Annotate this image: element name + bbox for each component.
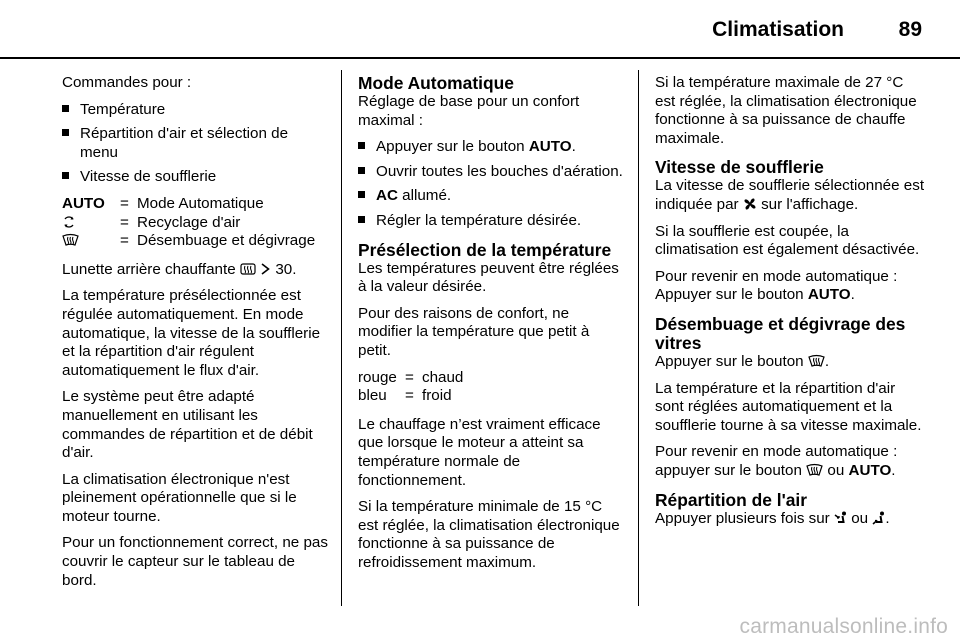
paragraph: Le chauffage n’est vraiment efficace que lorsque le moteur a atteint sa température normale de fonctionnement. [358, 415, 601, 489]
air-distribution-lower-icon [872, 511, 885, 525]
paragraph: Pour des raisons de confort, ne modifier la température que petit à petit. [358, 304, 590, 359]
paragraph: Réglage de base pour un confort maximal : [358, 93, 580, 129]
list-item: Répartition d'air et sélection de menu [62, 125, 328, 162]
watermark: carmanualsonline.info [739, 615, 948, 638]
section-heading: Vitesse de soufflerie [655, 157, 824, 178]
paragraph: Appuyer plusieurs fois sur ou . [655, 509, 890, 527]
legend-desc: Mode Automatique [137, 194, 264, 212]
paragraph: La climatisation électronique n'est pleinement opérationnelle que si le moteur tourne. [62, 470, 297, 525]
column-divider-1 [341, 70, 342, 606]
rear-window-heat-icon [240, 262, 256, 276]
controls-intro: Commandes pour : [62, 74, 192, 91]
list-item: Régler la température désirée. [358, 212, 624, 231]
section-heading: Présélection de la température [358, 239, 612, 260]
paragraph: La température et la répartition d'air sont réglées automatiquement et la soufflerie tourne à sa vitesse maximale. [655, 379, 922, 434]
legend-desc: Désembuage et dégivrage [137, 232, 316, 250]
air-distribution-upper-icon [834, 511, 847, 525]
controls-list [62, 101, 328, 187]
paragraph: Si la température maximale de 27 °C est réglée, la climatisation électronique fonctionne à sa puissance de chauffe maximale. [655, 74, 917, 147]
paragraph: La vitesse de soufflerie sélectionnée est indiquée par sur l'affichage. [655, 177, 925, 213]
list-item: AC allumé. [358, 187, 624, 206]
page-header [0, 0, 960, 62]
paragraph: Appuyer sur le bouton . [655, 352, 830, 370]
list-item: Ouvrir toutes les bouches d'aération. [358, 163, 624, 182]
list-item: Température [62, 101, 328, 120]
bullet-icon [358, 142, 365, 149]
temperature-legend [358, 369, 463, 406]
section-heading: Mode Automatique [358, 73, 514, 93]
page-reference-icon [260, 262, 271, 276]
column-3 [655, 74, 925, 536]
paragraph: Les températures peuvent être réglées à la valeur désirée. [358, 259, 619, 296]
rear-window-line: Lunette arrière chauffante 30. [62, 260, 297, 278]
bullet-icon [358, 167, 365, 174]
windscreen-defrost-icon [806, 463, 823, 477]
paragraph: Si la soufflerie est coupée, la climatisation est également désactivée. [655, 222, 920, 259]
windscreen-defrost-icon [808, 354, 825, 368]
paragraph: Pour revenir en mode automatique : appuyer sur le bouton ou AUTO. [655, 443, 898, 479]
legend-row: = Recyclage d'air [62, 214, 315, 233]
page-title: Climatisation [712, 18, 844, 41]
bullet-icon [358, 191, 365, 198]
paragraph: Le système peut être adapté manuellement en utilisant les commandes de répartition et de débit d'air. [62, 388, 313, 462]
list-item: Vitesse de soufflerie [62, 168, 328, 187]
bullet-icon [62, 105, 69, 112]
auto-mode-list [358, 138, 624, 230]
legend-row: AUTO = Mode Automatique [62, 195, 315, 214]
page-reference: 30. [275, 260, 297, 278]
fan-icon [743, 197, 757, 211]
paragraph: Si la température minimale de 15 °C est réglée, la climatisation électronique fonctionne à sa puissance de refroidissement maximum. [358, 498, 620, 571]
column-1 [62, 74, 328, 598]
section-heading: Désembuage et dégivrage des vitres [655, 313, 906, 353]
legend-row: rouge = chaud [358, 368, 464, 386]
header-rule [0, 57, 960, 59]
bullet-icon [358, 216, 365, 223]
windscreen-defrost-icon [62, 233, 79, 247]
paragraph: La température présélectionnée est régulée automatiquement. En mode automatique, la vitesse de la soufflerie et la répartition d'air régulent automatiquement le flux d'air. [62, 287, 321, 379]
bullet-icon [62, 172, 69, 179]
legend-row: bleu = froid [358, 387, 452, 405]
section-heading: Répartition de l'air [655, 489, 807, 510]
column-divider-2 [638, 70, 639, 606]
paragraph: Pour revenir en mode automatique : Appuyer sur le bouton AUTO. [655, 267, 898, 304]
legend-row: = Désembuage et dégivrage [62, 232, 315, 251]
bullet-icon [62, 129, 69, 136]
list-item: Appuyer sur le bouton AUTO. [358, 138, 624, 157]
legend-key-auto: AUTO [62, 194, 105, 212]
controls-legend [62, 195, 315, 251]
recirculation-icon [62, 215, 76, 229]
page-number: 89 [898, 18, 922, 41]
column-2 [358, 74, 624, 580]
paragraph: Pour un fonctionnement correct, ne pas couvrir le capteur sur le tableau de bord. [62, 534, 328, 589]
legend-desc: Recyclage d'air [137, 213, 241, 231]
